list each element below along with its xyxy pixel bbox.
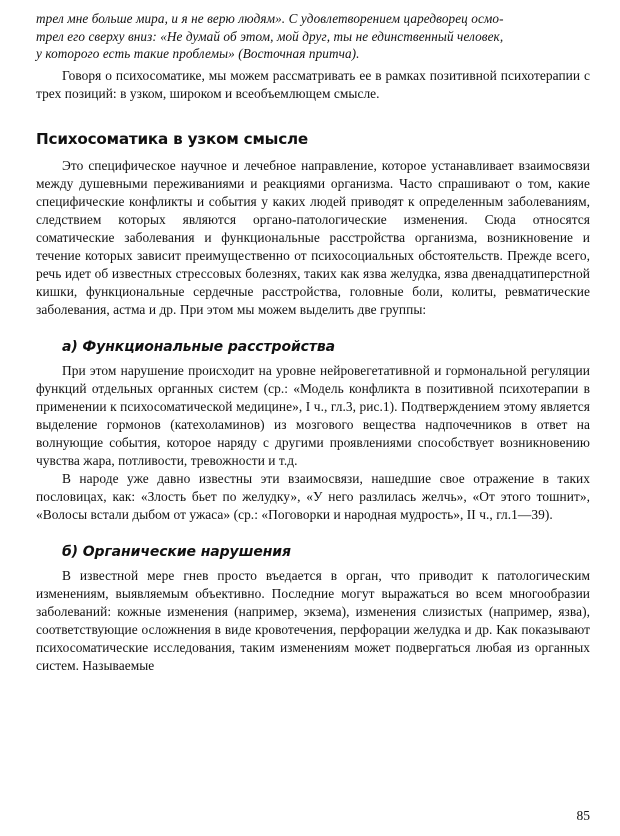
subsection-heading-functional-disorders: а) Функциональные расстройства bbox=[62, 338, 335, 355]
epigraph-line-2: трел его сверху вниз: «Не думай об этом, мой друг, ты не единственный человек, bbox=[36, 28, 504, 44]
epigraph-block bbox=[36, 10, 590, 63]
epigraph-line-3: у которого есть такие проблемы» (Восточная притча). bbox=[36, 46, 360, 62]
subsection-a-paragraph-2: В народе уже давно известны эти взаимосвязи, нашедшие свое отражение в таких пословицах, как: «Злость бьет по желудку», «У него разлилась желчь», «От этого тошнит», «Волосы встали дыбом от ужаса» (ср.: «Поговорки и народная мудрость», II ч., гл.1—39). bbox=[36, 471, 590, 523]
subsection-b-paragraph: В известной мере гнев просто въедается в орган, что приводит к патологическим изменениям, выявляемым объективно. Последние могут выражаться во всем многообразии заболеваний: кожные изменения (например, экзема), изменения слизистых (например, язва), соответствующие осложнения в виде кровотечения, перфорации желудка и др. Как показывают психосоматические исследования, таким изменениям может подвергаться любая из органных систем. Называемые bbox=[36, 568, 590, 674]
section-heading-narrow-sense: Психосоматика в узком смысле bbox=[36, 129, 309, 148]
subsection-a-paragraph-1: При этом нарушение происходит на уровне нейровегетативной и гормональной регуляции функций отдельных органных систем (ср.: «Модель конфликта в позитивной психотерапии в применении к психосоматической медицине», I ч., гл.3, рис.1). Подтверждением этому является выделение гормонов (катехоламинов) из мозгового вещества надпочечников в ответ на волнующие события, которое наряду с другими проявлениями способствует возникновению чувства жара, потливости, тревожности и т.д. bbox=[36, 362, 590, 469]
page-number: 85 bbox=[576, 808, 590, 823]
section-paragraph: Это специфическое научное и лечебное направление, которое устанавливает взаимосвязи между душевными переживаниями и реакциями организма. Часто спрашивают о том, какие специфические конфликты и события у каких людей приводят к определенным заболеваниям, следствием которых являются органо-патологические изменения. Сюда относятся соматические заболевания и функциональные расстройства организма, возникновение и течение которых зависит преимущественно от психосоциальных обстоятельств. Прежде всего, речь идет об известных стрессовых болезнях, таких как язва желудка, язва двенадцатиперстной кишки, функциональные сердечные расстройства, головные боли, колиты, ревматические заболевания, астма и др. При этом мы можем выделить две группы: bbox=[36, 157, 590, 317]
intro-paragraph: Говоря о психосоматике, мы можем рассматривать ее в рамках позитивной психотерапии с трех позиций: в узком, широком и всеобъемлющем смысле. bbox=[36, 67, 590, 101]
subsection-heading-organic-disorders: б) Органические нарушения bbox=[62, 544, 291, 561]
epigraph-line-1: трел мне больше мира, и я не верю людям». С удовлетворением царедворец осмо- bbox=[36, 11, 504, 26]
